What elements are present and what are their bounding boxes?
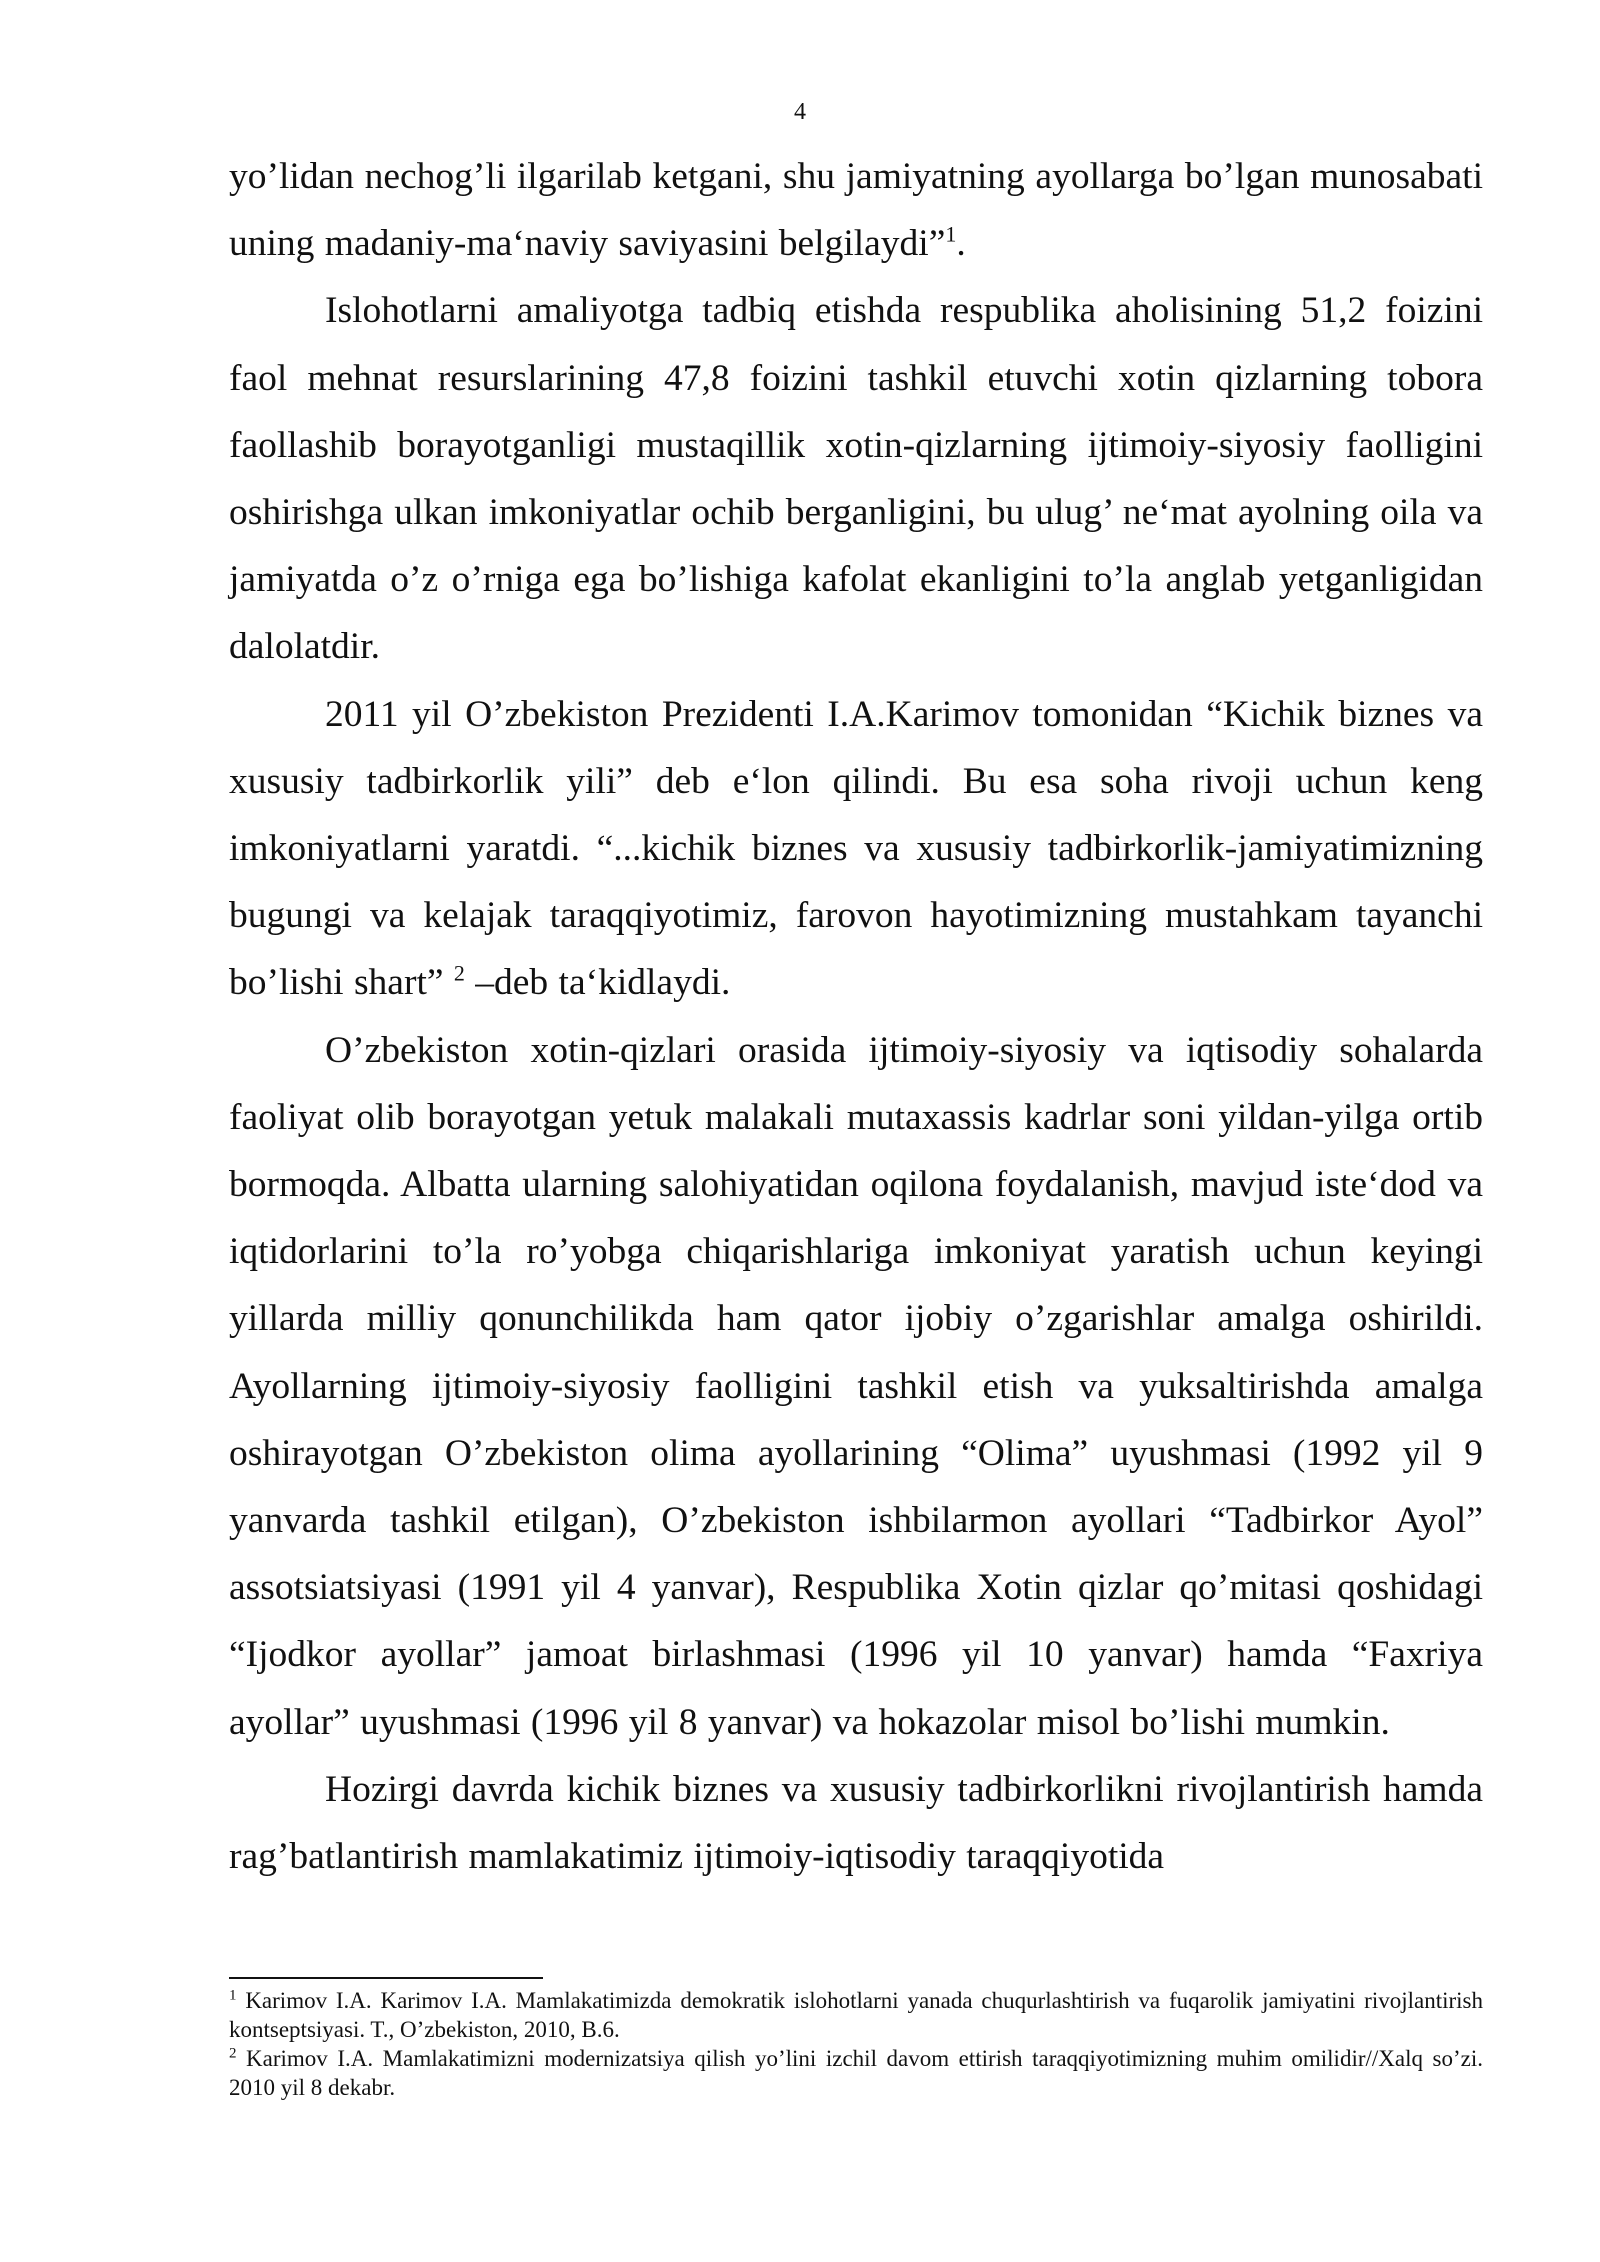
page-number: 4 [794, 99, 806, 125]
footnote-separator [229, 1977, 543, 1979]
paragraph-4-text: O’zbekiston xotin-qizlari orasida ijtimoiy-siyosiy va iqtisodiy sohalarda faoliyat olib borayotgan yetuk malakali mutaxassis kadrlar soni yildan-yilga ortib bormoqda. Albatta ularning salohiyatidan oqilona foydalanish, mavjud iste‘dod va iqtidorlarini to’la ro’yobga chiqarishlariga imkoniyat yaratish uchun keyingi yillarda milliy qonunchilikda ham qator ijobiy o’zgarishlar amalga oshirildi. Ayollarning ijtimoiy-siyosiy faolligini tashkil etish va yuksaltirishda amalga oshirayotgan O’zbekiston olima ayollarining “Olima” uyushmasi (1992 yil 9 yanvarda tashkil etilgan), O’zbekiston ishbilarmon ayollari “Tadbirkor Ayol” assotsiatsiyasi (1991 yil 4 yanvar), Respublika Xotin qizlar qo’mitasi qoshidagi “Ijodkor ayollar” jamoat birlashmasi (1996 yil 10 yanvar) hamda “Faxriya ayollar” uyushmasi (1996 yil 8 yanvar) va hokazolar misol bo’lishi mumkin. [229, 1029, 1483, 1743]
footnote-ref-2: 2 [453, 960, 465, 986]
paragraph-5-text: Hozirgi davrda kichik biznes va xususiy tadbirkorlikni rivojlantirish hamda rag’batlantirish mamlakatimiz ijtimoiy-iqtisodiy taraqqiyotida [229, 1768, 1483, 1878]
footnote-1-mark: 1 [229, 1987, 237, 2004]
paragraph-2 [229, 277, 1483, 680]
paragraph-3 [229, 681, 1483, 1017]
document-body [229, 143, 1483, 1890]
paragraph-4 [229, 1017, 1483, 1756]
paragraph-1-text: yo’lidan nechog’li ilgarilab ketgani, shu jamiyatning ayollarga bo’lgan munosabati uning madaniy-ma‘naviy saviyasini belgilaydi” [229, 156, 1483, 265]
footnote-2-text: Karimov I.A. Mamlakatimizni modernizatsiya qilish yo’lini izchil davom ettirish taraqqiyotimizning muhim omilidir//Xalq so’zi. 2010 yil 8 dekabr. [229, 2046, 1483, 2100]
footnote-2-mark: 2 [229, 2045, 237, 2062]
paragraph-5 [229, 1756, 1483, 1890]
footnote-1 [229, 1986, 1483, 2044]
footnote-1-text: Karimov I.A. Karimov I.A. Mamlakatimizda demokratik islohotlarni yanada chuqurlashtirish va fuqarolik jamiyatini rivojlantirish kontseptsiyasi. T., O’zbekiston, 2010, B.6. [229, 1988, 1483, 2042]
footnotes [229, 1986, 1483, 2102]
paragraph-2-text: Islohotlarni amaliyotga tadbiq etishda respublika aholisining 51,2 foizini faol mehnat resurslarining 47,8 foizini tashkil etuvchi xotin qizlarning tobora faollashib borayotganligi mustaqillik xotin-qizlarning ijtimoiy-siyosiy faolligini oshirishga ulkan imkoniyatlar ochib berganligini, bu ulug’ ne‘mat ayolning oila va jamiyatda o’z o’rniga ega bo’lishiga kafolat ekanligini to’la anglab yetganligidan dalolatdir. [229, 290, 1483, 668]
paragraph-3-ending: –deb ta‘kidlaydi. [464, 962, 731, 1004]
paragraph-3-text: 2011 yil O’zbekiston Prezidenti I.A.Karimov tomonidan “Kichik biznes va xususiy tadbirkorlik yili” deb e‘lon qilindi. Bu esa soha rivoji uchun keng imkoniyatlarni yaratdi. “...kichik biznes va xususiy tadbirkorlik-jamiyatimizning bugungi va kelajak taraqqiyotimiz, farovon hayotimizning mustahkam tayanchi bo’lishi shart” [229, 693, 1483, 1004]
footnote-ref-1: 1 [945, 221, 957, 247]
paragraph-1 [229, 143, 1483, 277]
paragraph-1-ending: . [956, 223, 966, 265]
footnote-2 [229, 2044, 1483, 2102]
